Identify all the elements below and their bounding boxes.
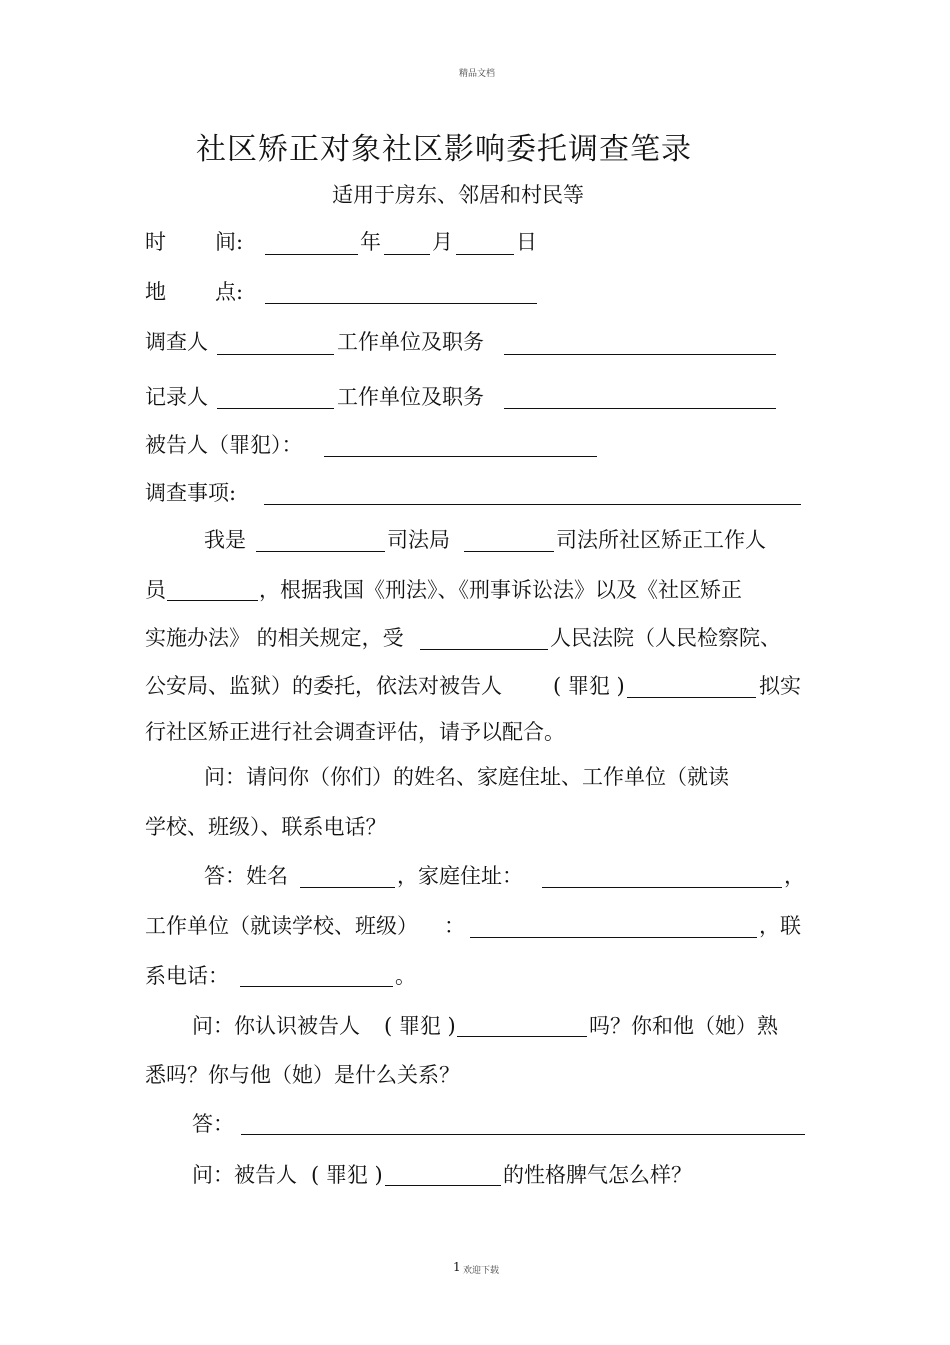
recorder-unit-blank[interactable]: [504, 408, 776, 409]
answer-name-blank[interactable]: [300, 887, 395, 888]
p4-text-b: ( 罪犯 ): [553, 674, 625, 698]
footer-note: 欢迎下载: [463, 1266, 500, 1276]
place-label: 地: [145, 280, 166, 304]
q3-text-b: ( 罪犯 ): [311, 1163, 383, 1187]
investigator-blank[interactable]: [217, 354, 334, 355]
defendant-label: 被告人（罪犯）：: [145, 433, 303, 457]
page-number: 1: [453, 1260, 461, 1274]
a1-text-b: ，家庭住址：: [397, 864, 523, 888]
day-label: 日: [516, 230, 537, 254]
p1-text-b: 司法局: [387, 528, 450, 552]
document-title: 社区矫正对象社区影响委托调查笔录: [196, 132, 692, 167]
q2-text-b: ( 罪犯 ): [384, 1014, 456, 1038]
time-year-blank[interactable]: [265, 254, 358, 255]
defendant-blank[interactable]: [324, 456, 597, 457]
recorder-blank[interactable]: [217, 408, 334, 409]
q2-text-c: 吗？你和他（她）熟: [589, 1014, 778, 1038]
a2-label: 答：: [192, 1112, 234, 1136]
defendant-name-blank[interactable]: [627, 697, 756, 698]
investigator-label: 调查人: [145, 330, 208, 354]
office-blank[interactable]: [464, 551, 554, 552]
q3-text-c: 的性格脾气怎么样？: [503, 1163, 692, 1187]
a1-text-a: 答：姓名: [204, 864, 288, 888]
q2-defendant-blank[interactable]: [457, 1036, 587, 1037]
p4-text-a: 公安局、监狱）的委托，依法对被告人: [145, 674, 502, 698]
investigator-unit-label: 工作单位及职务: [337, 330, 484, 354]
answer-phone-blank[interactable]: [240, 986, 393, 987]
p2-text-b: ，根据我国《刑法》、《刑事诉讼法》以及《社区矫正: [259, 578, 742, 602]
investigator-unit-blank[interactable]: [504, 354, 776, 355]
month-label: 月: [432, 230, 453, 254]
a1-text-g: 系电话：: [145, 964, 229, 988]
q3-text-a: 问：被告人: [192, 1163, 297, 1187]
q2-text-a: 问：你认识被告人: [192, 1014, 360, 1038]
court-blank[interactable]: [420, 649, 548, 650]
matter-blank[interactable]: [264, 504, 801, 505]
p4-text-c: 拟实: [759, 674, 801, 698]
recorder-label: 记录人: [145, 385, 208, 409]
a1-text-d: 工作单位（就读学校、班级）: [145, 914, 418, 938]
q1-text-b: 学校、班级）、联系电话？: [145, 815, 387, 839]
q2-text-d: 悉吗？你与他（她）是什么关系？: [145, 1063, 460, 1087]
a1-text-h: 。: [395, 964, 416, 988]
p5-text: 行社区矫正进行社会调查评估，请予以配合。: [145, 720, 565, 744]
q3-defendant-blank[interactable]: [385, 1185, 501, 1186]
a1-text-c: ，: [784, 864, 805, 888]
place-blank[interactable]: [265, 303, 537, 304]
staff-name-blank[interactable]: [167, 600, 258, 601]
document-subtitle: 适用于房东、邻居和村民等: [332, 183, 584, 207]
a1-text-f: ，联: [759, 914, 801, 938]
matter-label: 调查事项:: [145, 481, 237, 505]
a1-text-e: ：: [444, 914, 465, 938]
answer-workplace-blank[interactable]: [470, 937, 757, 938]
p3-text-a: 实施办法》 的相关规定，受: [145, 626, 404, 650]
p1-text-a: 我是: [204, 528, 246, 552]
p3-text-b: 人民法院（人民检察院、: [550, 626, 781, 650]
p1-text-c: 司法所社区矫正工作人: [556, 528, 766, 552]
p2-text-a: 员: [145, 578, 166, 602]
time-day-blank[interactable]: [456, 254, 514, 255]
q1-text-a: 问：请问你（你们）的姓名、家庭住址、工作单位（就读: [204, 765, 729, 789]
place-label-tail: 点:: [215, 280, 244, 304]
header-note: 精品文档: [459, 69, 496, 79]
answer-address-blank[interactable]: [542, 887, 782, 888]
year-label: 年: [360, 230, 381, 254]
a2-answer-blank[interactable]: [241, 1134, 805, 1135]
bureau-blank[interactable]: [256, 551, 385, 552]
time-month-blank[interactable]: [384, 254, 430, 255]
time-label-tail: 间:: [215, 230, 244, 254]
time-label: 时: [145, 230, 166, 254]
recorder-unit-label: 工作单位及职务: [337, 385, 484, 409]
